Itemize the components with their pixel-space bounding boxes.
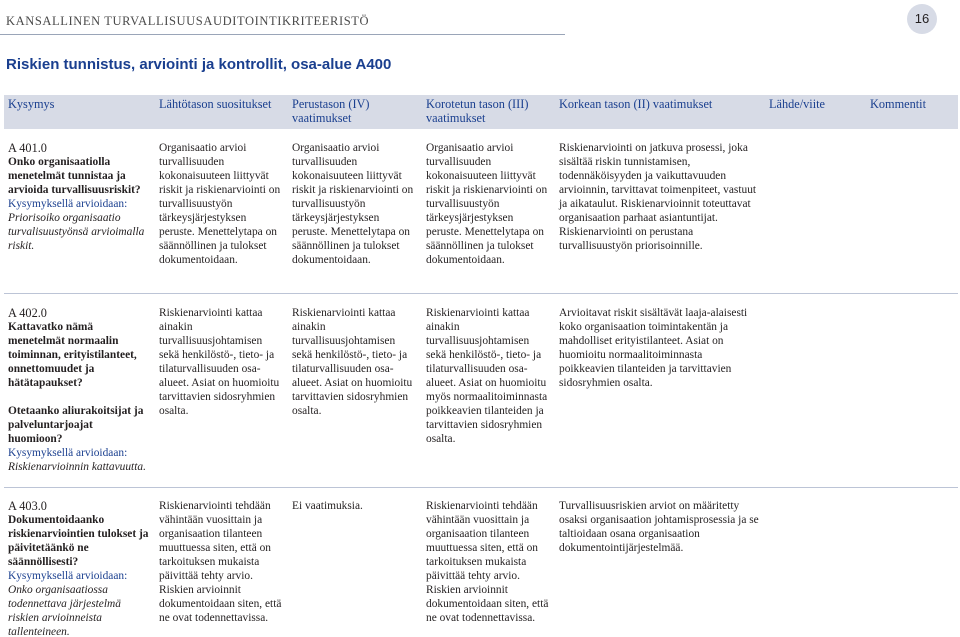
header-rule xyxy=(0,34,565,35)
table-row xyxy=(4,293,958,487)
source-cell[interactable] xyxy=(765,129,866,293)
baseline-cell: Organisaatio arvioi turvallisuuden kokonaisuuteen liittyvät riskit ja riskienarviointi on turvallisuustyön tärkeysjärjestyksen peruste. Menettelytapa on säännöllinen ja tulokset dokumentoidaan. xyxy=(155,129,288,293)
question-id: A 402.0 xyxy=(8,305,47,320)
assessment-label: Kysymyksellä arvioidaan: xyxy=(8,569,128,582)
page-number: 16 xyxy=(907,4,937,34)
header-source: Lähde/viite xyxy=(765,95,866,129)
table-row xyxy=(4,129,958,293)
level-ii-cell: Turvallisuusriskien arviot on määritetty osaksi organisaation johtamisprosessia ja se taltioidaan osana organisaation dokumentointijärjestelmää. xyxy=(559,499,759,554)
level-iv-cell: Organisaatio arvioi turvallisuuden kokonaisuuteen liittyvät riskit ja riskienarviointi on turvallisuustyön tärkeysjärjestyksen peruste. Menettelytapa on säännöllinen ja tulokset dokumentoidaan. xyxy=(288,129,422,293)
question-cell xyxy=(4,487,155,637)
header-level-iii: Korotetun tason (III) vaatimukset xyxy=(422,95,555,129)
level-ii-cell: Riskienarviointi on jatkuva prosessi, joka sisältää riskin tunnistamisen, todennäköisyyden ja vaikuttavuuden arvioinnin, tarvittavat toimenpiteet, vastuut ja aikataulut. Riskienarvioinnit toteuttavat organisaation parhaat asiantuntijat. Riskienarviointi on perustana turvallisuustyön priorisoinnille. xyxy=(555,129,765,293)
question-id: A 403.0 xyxy=(8,498,47,513)
question-text: Kattavatko nämä menetelmät normaalin toiminnan, erityistilanteet, onnettomuudet ja hätätapaukset? xyxy=(8,320,137,389)
question-id: A 401.0 xyxy=(8,141,47,155)
question-text: Onko organisaatiolla menetelmät tunnistaa ja arvioida turvallisuusriskit? xyxy=(8,156,141,196)
baseline-cell: Riskienarviointi tehdään vähintään vuosittain ja organisaation tilanteen muuttuessa siten, että on tarkoituksen mukaista päivittää tehty arvio. Riskien arvioinnit dokumentoidaan siten, että ne ovat todennettavissa. xyxy=(159,499,282,624)
header-question: Kysymys xyxy=(4,95,155,129)
question-text: Dokumentoidaanko riskienarviointien tulokset ja päivitetäänkö ne säännöllisesti? xyxy=(8,513,149,568)
table-header xyxy=(4,95,958,129)
assessment-note: Onko organisaatiossa todennettava järjestelmä riskien arvioinneista tallenteineen. xyxy=(8,583,121,637)
running-head: KANSALLINEN TURVALLISUUSAUDITOINTIKRITEERISTÖ xyxy=(6,14,370,28)
table-row xyxy=(4,487,958,637)
level-iii-cell: Riskienarviointi kattaa ainakin turvallisuusjohtamisen sekä henkilöstö-, tieto- ja tilaturvallisuuden osa-alueet. Asiat on huomioitu myös normaalitoiminnasta poikkeavien tilanteiden ja tarvittavien sidosryhmien osalta. xyxy=(422,293,555,487)
header-level-iv: Perustason (IV) vaatimukset xyxy=(288,95,422,129)
source-cell[interactable] xyxy=(765,487,866,637)
source-cell[interactable] xyxy=(765,293,866,487)
assessment-note: Priorisoiko organisaatio turvalisuustyönsä arvioimalla riskit. xyxy=(8,212,145,252)
question-cell xyxy=(4,129,155,293)
assessment-label: Kysymyksellä arvioidaan: xyxy=(8,198,128,210)
header-baseline: Lähtötason suositukset xyxy=(155,95,288,129)
header-comments: Kommentit xyxy=(866,95,958,129)
level-iii-cell: Organisaatio arvioi turvallisuuden kokonaisuuteen liittyvät riskit ja riskienarviointi on turvallisuustyön tärkeysjärjestyksen peruste. Menettelytapa on säännöllinen ja tulokset dokumentoidaan. xyxy=(422,129,555,293)
assessment-label: Kysymyksellä arvioidaan: xyxy=(8,446,128,459)
level-ii-cell: Arvioitavat riskit sisältävät laaja-alaisesti koko organisaation toimintakentän ja mahdolliset erityistilanteet. Asiat on huomioitu normaalitoiminnasta poikkeavien tilanteiden ja tarvittavien sidosryhmien osalta. xyxy=(555,293,765,487)
baseline-cell: Riskienarviointi kattaa ainakin turvallisuusjohtamisen sekä henkilöstö-, tieto- ja tilaturvallisuuden osa-alueet. Asiat on huomioitu tarvittavien sidosryhmien osalta. xyxy=(155,293,288,487)
comments-cell[interactable] xyxy=(866,487,958,637)
requirements-table xyxy=(4,95,958,637)
question-text-secondary: Otetaanko aliurakoitsijat ja palveluntarjoajat huomioon? xyxy=(8,404,144,445)
comments-cell[interactable] xyxy=(866,293,958,487)
question-cell xyxy=(4,293,155,487)
level-iv-cell: Ei vaatimuksia. xyxy=(292,499,363,512)
section-title: Riskien tunnistus, arviointi ja kontrollit, osa-alue A400 xyxy=(6,56,392,73)
header-level-ii: Korkean tason (II) vaatimukset xyxy=(555,95,765,129)
level-iv-cell: Riskienarviointi kattaa ainakin turvallisuusjohtamisen sekä henkilöstö-, tieto- ja tilaturvallisuuden osa-alueet. Asiat on huomioitu tarvittavien sidosryhmien osalta. xyxy=(288,293,422,487)
assessment-note: Riskienarvioinnin kattavuutta. xyxy=(8,460,146,473)
level-iii-cell: Riskienarviointi tehdään vähintään vuosittain ja organisaation tilanteen muuttuessa siten, että on tarkoituksen mukaista päivittää tehty arvio. Riskien arvioinnit dokumentoidaan siten, että ne ovat todennettavissa. xyxy=(426,499,549,624)
comments-cell[interactable] xyxy=(866,129,958,293)
